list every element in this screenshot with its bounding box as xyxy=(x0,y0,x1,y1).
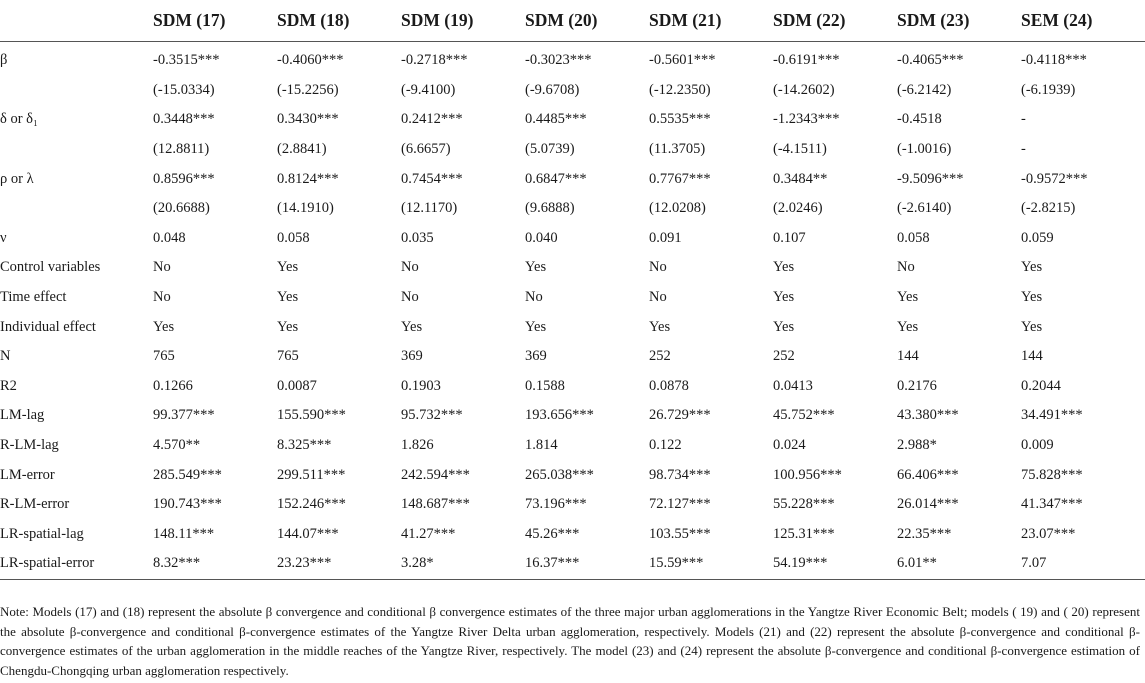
table-cell: 0.3484** xyxy=(773,170,828,187)
row-label: Individual effect xyxy=(0,318,96,335)
table-cell: 193.656*** xyxy=(525,407,594,424)
table-row xyxy=(0,342,1145,372)
table-cell: 152.246*** xyxy=(277,496,346,513)
table-row xyxy=(0,372,1145,402)
table-cell: 0.009 xyxy=(1021,437,1054,454)
table-cell: 190.743*** xyxy=(153,496,222,513)
table-cell: 285.549*** xyxy=(153,466,222,483)
table-cell: (2.8841) xyxy=(277,141,327,158)
row-label xyxy=(0,76,153,106)
table-cell: -0.5601*** xyxy=(649,52,716,69)
table-cell: Yes xyxy=(1021,289,1043,306)
table-cell: No xyxy=(153,259,171,276)
table-cell: 45.752*** xyxy=(773,407,835,424)
table-row xyxy=(0,253,1145,283)
table-cell: (-6.1939) xyxy=(1021,81,1076,98)
table-cell: 0.035 xyxy=(401,229,434,246)
table-cell: (12.1170) xyxy=(401,200,458,217)
table-cell: (-12.2350) xyxy=(649,81,711,98)
table-cell: 0.107 xyxy=(773,229,806,246)
row-label: LM-error xyxy=(0,466,55,483)
table-cell: 41.347*** xyxy=(1021,496,1083,513)
table-cell: 1.814 xyxy=(525,437,558,454)
row-label: LM-lag xyxy=(0,407,45,424)
table-cell: No xyxy=(649,289,667,306)
table-cell: Yes xyxy=(773,318,795,335)
table-cell: (-15.0334) xyxy=(153,81,215,98)
table-cell: Yes xyxy=(1021,259,1043,276)
table-row xyxy=(0,490,1145,520)
table-cell: 0.1266 xyxy=(153,377,193,394)
table-cell: 125.31*** xyxy=(773,525,835,542)
table-cell: (5.0739) xyxy=(525,141,575,158)
table-cell: 0.058 xyxy=(277,229,310,246)
row-label: R-LM-error xyxy=(0,496,70,513)
header-cell-stub xyxy=(0,0,153,42)
table-cell: -0.2718*** xyxy=(401,52,468,69)
table-cell: (-4.1511) xyxy=(773,141,827,158)
row-label: ν xyxy=(0,229,7,246)
table-cell: Yes xyxy=(649,318,671,335)
table-cell: 0.3448*** xyxy=(153,111,215,128)
table-cell: 72.127*** xyxy=(649,496,711,513)
table-row xyxy=(0,401,1145,431)
table-cell: (12.0208) xyxy=(649,200,706,217)
header-cell-model: SDM (18) xyxy=(277,0,401,42)
table-cell: 0.0413 xyxy=(773,377,813,394)
table-cell: 0.2176 xyxy=(897,377,937,394)
table-row xyxy=(0,194,1145,224)
table-cell: 144 xyxy=(897,348,919,365)
header-cell-model: SDM (23) xyxy=(897,0,1021,42)
table-cell: -1.2343*** xyxy=(773,111,840,128)
table-cell: 16.37*** xyxy=(525,549,649,579)
table-cell: No xyxy=(401,259,419,276)
table-cell: 265.038*** xyxy=(525,466,594,483)
table-cell: Yes xyxy=(153,318,175,335)
table-cell: - xyxy=(1021,141,1026,158)
header-cell-model: SDM (17) xyxy=(153,0,277,42)
table-cell: (-15.2256) xyxy=(277,81,339,98)
table-row xyxy=(0,42,1145,76)
table-cell: 0.8124*** xyxy=(277,170,339,187)
table-cell: 0.1588 xyxy=(525,377,565,394)
table-cell: 7.07 xyxy=(1021,549,1145,579)
table-row xyxy=(0,105,1145,135)
table-cell: 26.014*** xyxy=(897,496,959,513)
header-row xyxy=(0,0,1145,42)
table-cell: -0.9572*** xyxy=(1021,170,1088,187)
table-cell: 0.058 xyxy=(897,229,930,246)
table-row xyxy=(0,283,1145,313)
table-row xyxy=(0,76,1145,106)
table-cell: 75.828*** xyxy=(1021,466,1083,483)
row-label: Time effect xyxy=(0,289,67,306)
table-cell: No xyxy=(401,289,419,306)
row-label xyxy=(0,194,153,224)
row-label: R2 xyxy=(0,377,17,394)
table-cell: 0.048 xyxy=(153,229,186,246)
table-cell: (6.6657) xyxy=(401,141,451,158)
table-cell: 1.826 xyxy=(401,437,434,454)
table-cell: 148.687*** xyxy=(401,496,470,513)
table-cell: No xyxy=(897,259,915,276)
header-cell-model: SDM (19) xyxy=(401,0,525,42)
table-cell: 155.590*** xyxy=(277,407,346,424)
table-cell: 100.956*** xyxy=(773,466,842,483)
row-label: Control variables xyxy=(0,259,101,276)
table-cell: -9.5096*** xyxy=(897,170,964,187)
table-cell: 252 xyxy=(773,348,795,365)
row-label xyxy=(0,135,153,165)
table-cell: (-9.6708) xyxy=(525,81,580,98)
table-cell: Yes xyxy=(897,289,919,306)
table-cell: (-14.2602) xyxy=(773,81,835,98)
header-cell-model: SDM (20) xyxy=(525,0,649,42)
table-cell: -0.4065*** xyxy=(897,52,964,69)
table-cell: Yes xyxy=(401,318,423,335)
table-cell: -0.3515*** xyxy=(153,52,220,69)
table-row xyxy=(0,135,1145,165)
table-cell: -0.4060*** xyxy=(277,52,344,69)
table-cell: 26.729*** xyxy=(649,407,711,424)
table-cell: 765 xyxy=(153,348,175,365)
row-label: R-LM-lag xyxy=(0,437,59,454)
header-cell-model: SDM (21) xyxy=(649,0,773,42)
table-cell: Yes xyxy=(277,289,299,306)
row-label: LR-spatial-lag xyxy=(0,525,84,542)
table-cell: -0.4118*** xyxy=(1021,52,1087,69)
table-cell: (12.8811) xyxy=(153,141,210,158)
table-cell: -0.3023*** xyxy=(525,52,592,69)
table-cell: No xyxy=(525,289,543,306)
table-cell: 369 xyxy=(401,348,423,365)
table-cell: No xyxy=(153,289,171,306)
table-row xyxy=(0,431,1145,461)
table-cell: 41.27*** xyxy=(401,525,456,542)
table-cell: 0.091 xyxy=(649,229,682,246)
table-cell: 23.07*** xyxy=(1021,525,1076,542)
table-cell: (20.6688) xyxy=(153,200,210,217)
table-cell: 4.570** xyxy=(153,437,201,454)
table-cell: 299.511*** xyxy=(277,466,346,483)
table-cell: Yes xyxy=(277,318,299,335)
table-row xyxy=(0,224,1145,254)
table-cell: 0.059 xyxy=(1021,229,1054,246)
row-label: β xyxy=(0,52,8,69)
table-cell: 0.8596*** xyxy=(153,170,215,187)
table-cell: 144 xyxy=(1021,348,1043,365)
table-cell: 73.196*** xyxy=(525,496,587,513)
table-cell: 23.23*** xyxy=(277,549,401,579)
table-cell: (-2.8215) xyxy=(1021,200,1076,217)
table-cell: 0.7454*** xyxy=(401,170,463,187)
table-row xyxy=(0,520,1145,550)
table-cell: 0.7767*** xyxy=(649,170,711,187)
table-body xyxy=(0,42,1145,580)
table-cell: (-9.4100) xyxy=(401,81,456,98)
table-cell: (-6.2142) xyxy=(897,81,952,98)
table-cell: 0.2412*** xyxy=(401,111,463,128)
table-cell: Yes xyxy=(773,259,795,276)
table-cell: (14.1910) xyxy=(277,200,334,217)
table-cell: 0.0878 xyxy=(649,377,689,394)
table-cell: (9.6888) xyxy=(525,200,575,217)
table-cell: Yes xyxy=(1021,318,1043,335)
table-cell: (11.3705) xyxy=(649,141,706,158)
table-cell: 0.024 xyxy=(773,437,806,454)
table-row xyxy=(0,164,1145,194)
table-cell: 54.19*** xyxy=(773,549,897,579)
row-label: LR-spatial-error xyxy=(0,549,153,579)
table-cell: (-1.0016) xyxy=(897,141,952,158)
table-cell: 99.377*** xyxy=(153,407,215,424)
table-cell: -0.4518 xyxy=(897,111,942,128)
table-cell: 45.26*** xyxy=(525,525,580,542)
table-header xyxy=(0,0,1145,42)
table-cell: 6.01** xyxy=(897,549,1021,579)
table-note: Note: Models (17) and (18) represent the absolute β convergence and conditional β convergence estimates of the three major urban agglomerations in the Yangtze River Economic Belt; models ( 19) and ( 20) represent the absolute β-convergence and conditional β-convergence estimates of the Yangtze River Delta urban agglomeration, respectively. Models (21) and (22) represent the absolute β-convergence and conditional β-convergence estimates of the urban agglomeration in the middle reaches of the Yangtze River, respectively. The model (23) and (24) represent the absolute β-convergence and conditional β-convergence estimation of Chengdu-Chongqing urban agglomeration respectively. xyxy=(0,604,1140,678)
table-cell: 144.07*** xyxy=(277,525,339,542)
table-cell: 34.491*** xyxy=(1021,407,1083,424)
table-cell: 0.5535*** xyxy=(649,111,711,128)
row-label: δ or δ₁ xyxy=(0,111,39,128)
table-row xyxy=(0,460,1145,490)
row-label: N xyxy=(0,348,11,365)
table-cell: Yes xyxy=(277,259,299,276)
header-cell-model: SEM (24) xyxy=(1021,0,1145,42)
table-cell: Yes xyxy=(897,318,919,335)
table-cell: 22.35*** xyxy=(897,525,952,542)
table-cell: 103.55*** xyxy=(649,525,711,542)
table-cell: 765 xyxy=(277,348,299,365)
table-row xyxy=(0,312,1145,342)
table-cell: -0.6191*** xyxy=(773,52,840,69)
table-cell: 8.325*** xyxy=(277,437,332,454)
table-cell: 148.11*** xyxy=(153,525,215,542)
table-cell: 43.380*** xyxy=(897,407,959,424)
row-label: ρ or λ xyxy=(0,170,34,187)
table-cell: 242.594*** xyxy=(401,466,470,483)
table-cell: - xyxy=(1021,111,1026,128)
table-cell: 8.32*** xyxy=(153,549,277,579)
table-cell: 369 xyxy=(525,348,547,365)
table-cell: 0.1903 xyxy=(401,377,441,394)
table-row xyxy=(0,549,1145,579)
table-cell: 95.732*** xyxy=(401,407,463,424)
table-cell: 252 xyxy=(649,348,671,365)
table-cell: Yes xyxy=(525,259,547,276)
table-cell: 3.28* xyxy=(401,549,525,579)
table-cell: 0.122 xyxy=(649,437,682,454)
table-cell: 15.59*** xyxy=(649,549,773,579)
table-cell: (2.0246) xyxy=(773,200,823,217)
table-cell: 0.040 xyxy=(525,229,558,246)
table-cell: 0.4485*** xyxy=(525,111,587,128)
table-cell: 0.6847*** xyxy=(525,170,587,187)
table-cell: 55.228*** xyxy=(773,496,835,513)
table-cell: 98.734*** xyxy=(649,466,711,483)
header-cell-model: SDM (22) xyxy=(773,0,897,42)
table-cell: Yes xyxy=(525,318,547,335)
table-cell: No xyxy=(649,259,667,276)
table-cell: 2.988* xyxy=(897,437,937,454)
table-cell: Yes xyxy=(773,289,795,306)
table-cell: 0.0087 xyxy=(277,377,317,394)
table-cell: 0.3430*** xyxy=(277,111,339,128)
table-cell: (-2.6140) xyxy=(897,200,952,217)
table-cell: 0.2044 xyxy=(1021,377,1061,394)
table-cell: 66.406*** xyxy=(897,466,959,483)
